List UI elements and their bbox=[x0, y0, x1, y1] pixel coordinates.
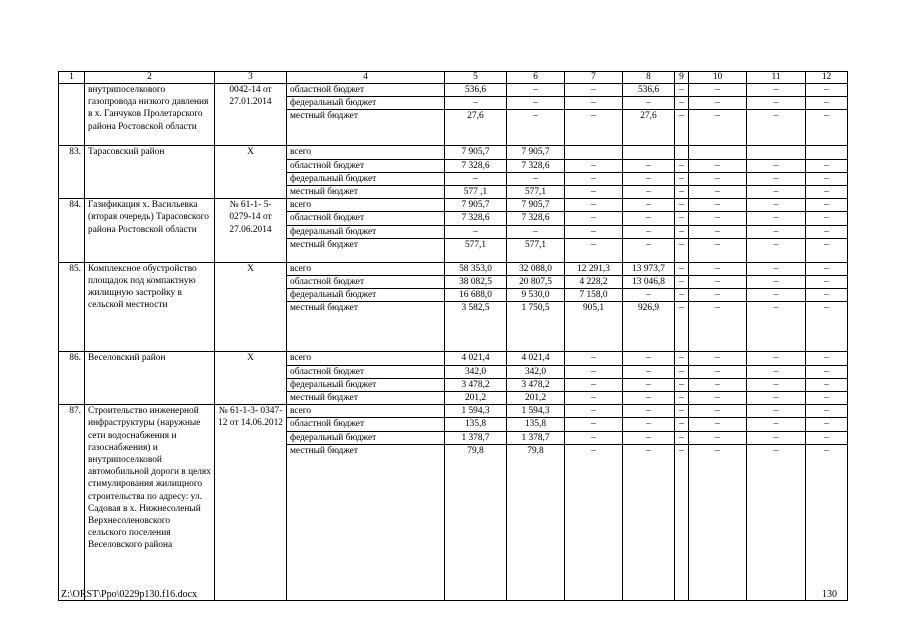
funding-source: местный бюджет bbox=[287, 110, 445, 146]
budget-value: – bbox=[806, 392, 848, 405]
budget-value: – bbox=[675, 352, 689, 365]
budget-value: – bbox=[623, 365, 675, 378]
budget-value: – bbox=[747, 238, 806, 262]
budget-value: – bbox=[806, 352, 848, 365]
column-header: 5 bbox=[445, 72, 507, 84]
budget-value: – bbox=[747, 302, 806, 352]
budget-value: 536,6 bbox=[623, 84, 675, 97]
budget-value: – bbox=[689, 365, 747, 378]
budget-value: – bbox=[623, 97, 675, 110]
budget-value: 577 ,1 bbox=[445, 186, 507, 199]
budget-value: 13 046,8 bbox=[623, 276, 675, 289]
budget-value: – bbox=[689, 262, 747, 275]
budget-value: 1 750,5 bbox=[507, 302, 565, 352]
budget-value: 577,1 bbox=[445, 238, 507, 262]
budget-value: – bbox=[623, 431, 675, 444]
budget-value: 201,2 bbox=[445, 392, 507, 405]
budget-value: – bbox=[565, 378, 623, 391]
document-ref: № 61-1- 5- 0279-14 от 27.06.2014 bbox=[215, 199, 287, 263]
budget-value: – bbox=[806, 97, 848, 110]
budget-value: – bbox=[675, 444, 689, 600]
budget-value bbox=[565, 146, 623, 159]
budget-value: – bbox=[747, 365, 806, 378]
column-header: 12 bbox=[806, 72, 848, 84]
budget-value: – bbox=[806, 276, 848, 289]
budget-value: – bbox=[675, 212, 689, 225]
column-header: 3 bbox=[215, 72, 287, 84]
budget-value: 4 021,4 bbox=[445, 352, 507, 365]
table-row bbox=[59, 199, 848, 212]
budget-value: – bbox=[689, 302, 747, 352]
budget-value: – bbox=[806, 212, 848, 225]
budget-value: – bbox=[507, 110, 565, 146]
budget-value: – bbox=[747, 97, 806, 110]
budget-value: – bbox=[565, 352, 623, 365]
funding-source: всего bbox=[287, 199, 445, 212]
budget-value: – bbox=[565, 84, 623, 97]
budget-value bbox=[623, 146, 675, 159]
budget-value: – bbox=[689, 418, 747, 431]
budget-value: – bbox=[565, 199, 623, 212]
budget-value: 135,8 bbox=[507, 418, 565, 431]
budget-value: – bbox=[689, 238, 747, 262]
column-header: 7 bbox=[565, 72, 623, 84]
table-row bbox=[59, 84, 848, 97]
budget-value: – bbox=[565, 238, 623, 262]
budget-value: – bbox=[689, 392, 747, 405]
budget-value: – bbox=[689, 172, 747, 185]
budget-value: – bbox=[565, 172, 623, 185]
budget-value: – bbox=[747, 199, 806, 212]
budget-value: – bbox=[675, 405, 689, 418]
budget-value: – bbox=[675, 186, 689, 199]
budget-value: – bbox=[747, 444, 806, 600]
budget-value: – bbox=[507, 84, 565, 97]
budget-value: – bbox=[806, 418, 848, 431]
funding-source: федеральный бюджет bbox=[287, 225, 445, 238]
budget-value bbox=[689, 146, 747, 159]
budget-value: – bbox=[689, 110, 747, 146]
funding-source: местный бюджет bbox=[287, 186, 445, 199]
budget-value: – bbox=[565, 365, 623, 378]
budget-table bbox=[58, 71, 848, 601]
budget-value: 7 328,6 bbox=[445, 159, 507, 172]
funding-source: всего bbox=[287, 146, 445, 159]
object-name: Тарасовский район bbox=[85, 146, 215, 199]
document-ref: 0042-14 от 27.01.2014 bbox=[215, 84, 287, 146]
budget-value: 7 328,6 bbox=[507, 159, 565, 172]
budget-value: – bbox=[675, 302, 689, 352]
object-name: внутрипоселкового газопровода низкого давления в х. Ганчуков Пролетарского района Ростовской области bbox=[85, 84, 215, 146]
budget-value: – bbox=[623, 289, 675, 302]
budget-value: – bbox=[689, 352, 747, 365]
object-name: Газификация х. Васильевка (вторая очередь) Тарасовского района Ростовской области bbox=[85, 199, 215, 263]
budget-value: 1 594,3 bbox=[445, 405, 507, 418]
budget-value: – bbox=[747, 352, 806, 365]
column-header-row bbox=[59, 72, 848, 84]
budget-value: 20 807,5 bbox=[507, 276, 565, 289]
budget-value: – bbox=[747, 289, 806, 302]
budget-value: – bbox=[747, 159, 806, 172]
budget-value: 536,6 bbox=[445, 84, 507, 97]
table-row bbox=[59, 352, 848, 365]
funding-source: областной бюджет bbox=[287, 276, 445, 289]
budget-value: 4 021,4 bbox=[507, 352, 565, 365]
budget-value: – bbox=[806, 172, 848, 185]
budget-value: – bbox=[747, 110, 806, 146]
budget-value: 27,6 bbox=[445, 110, 507, 146]
budget-value: – bbox=[689, 276, 747, 289]
funding-source: областной бюджет bbox=[287, 418, 445, 431]
budget-value: – bbox=[747, 212, 806, 225]
budget-value: – bbox=[689, 378, 747, 391]
budget-value: – bbox=[565, 392, 623, 405]
budget-value: – bbox=[675, 262, 689, 275]
budget-value: – bbox=[623, 418, 675, 431]
budget-value: 7 328,6 bbox=[507, 212, 565, 225]
object-name: Строительство инженерной инфраструктуры (наружные сети водоснабжения и газоснабжения) и внутрипоселковой автомобильной дороги в целях стимулирования жилищного строительства по адресу: ул. Садовая в х. Нижнесоленый Верхнесоленовского сельского поселения Веселовского района bbox=[85, 405, 215, 601]
budget-value: – bbox=[675, 172, 689, 185]
document-ref: Х bbox=[215, 262, 287, 352]
budget-value: – bbox=[747, 276, 806, 289]
funding-source: местный бюджет bbox=[287, 238, 445, 262]
funding-source: федеральный бюджет bbox=[287, 172, 445, 185]
budget-value: – bbox=[623, 405, 675, 418]
funding-source: федеральный бюджет bbox=[287, 289, 445, 302]
budget-value: – bbox=[747, 378, 806, 391]
document-ref: Х bbox=[215, 352, 287, 405]
budget-value: – bbox=[747, 392, 806, 405]
budget-value: – bbox=[623, 392, 675, 405]
budget-value: – bbox=[806, 225, 848, 238]
budget-value: – bbox=[675, 276, 689, 289]
funding-source: местный бюджет bbox=[287, 392, 445, 405]
budget-value: – bbox=[747, 431, 806, 444]
funding-source: местный бюджет bbox=[287, 302, 445, 352]
row-number: 85. bbox=[59, 262, 85, 352]
object-name: Веселовский район bbox=[85, 352, 215, 405]
budget-value: – bbox=[565, 159, 623, 172]
budget-value: – bbox=[565, 110, 623, 146]
budget-value: 3 478,2 bbox=[507, 378, 565, 391]
budget-value: 79,8 bbox=[507, 444, 565, 600]
budget-value: – bbox=[689, 405, 747, 418]
budget-value: – bbox=[689, 225, 747, 238]
budget-value: – bbox=[623, 444, 675, 600]
budget-value: – bbox=[565, 418, 623, 431]
budget-value: – bbox=[806, 444, 848, 600]
funding-source: федеральный бюджет bbox=[287, 378, 445, 391]
budget-value: – bbox=[675, 365, 689, 378]
budget-value: – bbox=[747, 186, 806, 199]
budget-value: – bbox=[747, 418, 806, 431]
budget-value: – bbox=[623, 352, 675, 365]
funding-source: всего bbox=[287, 262, 445, 275]
budget-value: 13 973,7 bbox=[623, 262, 675, 275]
budget-value: – bbox=[747, 172, 806, 185]
budget-value: – bbox=[747, 262, 806, 275]
budget-value: 1 378,7 bbox=[445, 431, 507, 444]
budget-value: – bbox=[565, 186, 623, 199]
budget-value: 16 688,0 bbox=[445, 289, 507, 302]
page-number: 130 bbox=[822, 589, 837, 600]
budget-value: – bbox=[623, 199, 675, 212]
column-header: 8 bbox=[623, 72, 675, 84]
budget-value: 342,0 bbox=[445, 365, 507, 378]
budget-value: 27,6 bbox=[623, 110, 675, 146]
budget-value: 135,8 bbox=[445, 418, 507, 431]
budget-value: – bbox=[747, 225, 806, 238]
budget-value: – bbox=[507, 97, 565, 110]
column-header: 9 bbox=[675, 72, 689, 84]
budget-value: – bbox=[675, 431, 689, 444]
budget-value: – bbox=[675, 238, 689, 262]
budget-value: – bbox=[806, 159, 848, 172]
budget-value: – bbox=[445, 97, 507, 110]
budget-value: – bbox=[806, 289, 848, 302]
budget-value: – bbox=[675, 97, 689, 110]
table-row bbox=[59, 405, 848, 418]
budget-value: – bbox=[806, 199, 848, 212]
table-row bbox=[59, 146, 848, 159]
budget-value: – bbox=[507, 172, 565, 185]
budget-value: – bbox=[445, 225, 507, 238]
table-row bbox=[59, 262, 848, 275]
budget-value: 1 378,7 bbox=[507, 431, 565, 444]
budget-value: – bbox=[689, 186, 747, 199]
budget-value: 9 530,0 bbox=[507, 289, 565, 302]
budget-value: – bbox=[565, 431, 623, 444]
funding-source: федеральный бюджет bbox=[287, 97, 445, 110]
budget-value bbox=[675, 146, 689, 159]
column-header: 10 bbox=[689, 72, 747, 84]
budget-value: – bbox=[565, 444, 623, 600]
budget-value: – bbox=[806, 84, 848, 97]
budget-value: – bbox=[623, 186, 675, 199]
budget-value: 3 478,2 bbox=[445, 378, 507, 391]
budget-value: – bbox=[806, 405, 848, 418]
budget-value: 4 228,2 bbox=[565, 276, 623, 289]
column-header: 2 bbox=[85, 72, 215, 84]
budget-value: 3 582,5 bbox=[445, 302, 507, 352]
funding-source: областной бюджет bbox=[287, 365, 445, 378]
budget-value: – bbox=[565, 97, 623, 110]
budget-value: – bbox=[747, 405, 806, 418]
budget-value: – bbox=[675, 289, 689, 302]
funding-source: областной бюджет bbox=[287, 84, 445, 97]
budget-value bbox=[747, 146, 806, 159]
budget-value: 342,0 bbox=[507, 365, 565, 378]
column-header: 11 bbox=[747, 72, 806, 84]
budget-value: – bbox=[623, 225, 675, 238]
budget-value: – bbox=[806, 431, 848, 444]
budget-value: – bbox=[689, 289, 747, 302]
budget-value: 1 594,3 bbox=[507, 405, 565, 418]
budget-value: 577,1 bbox=[507, 186, 565, 199]
budget-value: – bbox=[623, 172, 675, 185]
budget-value: – bbox=[689, 84, 747, 97]
document-ref: № 61-1-3- 0347-12 от 14.06.2012 bbox=[215, 405, 287, 601]
budget-value: 905,1 bbox=[565, 302, 623, 352]
row-number: 87. bbox=[59, 405, 85, 601]
budget-value: – bbox=[675, 225, 689, 238]
budget-value: – bbox=[806, 365, 848, 378]
budget-value: – bbox=[565, 405, 623, 418]
budget-value: – bbox=[689, 97, 747, 110]
budget-value: 926,9 bbox=[623, 302, 675, 352]
object-name: Комплексное обустройство площадок под компактную жилищную застройку в сельской местности bbox=[85, 262, 215, 352]
funding-source: всего bbox=[287, 352, 445, 365]
budget-value: – bbox=[806, 238, 848, 262]
column-header: 6 bbox=[507, 72, 565, 84]
budget-value: 79,8 bbox=[445, 444, 507, 600]
budget-value: – bbox=[565, 225, 623, 238]
budget-value: – bbox=[806, 186, 848, 199]
row-number bbox=[59, 84, 85, 146]
budget-value: – bbox=[806, 378, 848, 391]
row-number: 86. bbox=[59, 352, 85, 405]
column-header: 1 bbox=[59, 72, 85, 84]
budget-value: – bbox=[689, 444, 747, 600]
budget-value: – bbox=[689, 212, 747, 225]
budget-value: – bbox=[689, 431, 747, 444]
budget-value: 12 291,3 bbox=[565, 262, 623, 275]
budget-value: – bbox=[675, 418, 689, 431]
budget-value: 577,1 bbox=[507, 238, 565, 262]
budget-value bbox=[806, 146, 848, 159]
budget-value: 7 905,7 bbox=[445, 199, 507, 212]
budget-value: – bbox=[675, 84, 689, 97]
document-ref: Х bbox=[215, 146, 287, 199]
budget-value: – bbox=[675, 378, 689, 391]
budget-value: – bbox=[689, 159, 747, 172]
budget-value: – bbox=[675, 110, 689, 146]
row-number: 84. bbox=[59, 199, 85, 263]
budget-value: 58 353,0 bbox=[445, 262, 507, 275]
budget-value: 7 905,7 bbox=[507, 146, 565, 159]
footer-file-path: Z:\ORST\Ppo\0229p130.f16.docx bbox=[61, 589, 198, 600]
budget-value: 38 082,5 bbox=[445, 276, 507, 289]
budget-value: – bbox=[806, 110, 848, 146]
funding-source: всего bbox=[287, 405, 445, 418]
funding-source: областной бюджет bbox=[287, 212, 445, 225]
budget-value: 7 905,7 bbox=[445, 146, 507, 159]
budget-value: 32 088,0 bbox=[507, 262, 565, 275]
budget-value: – bbox=[623, 238, 675, 262]
budget-value: – bbox=[507, 225, 565, 238]
budget-value: – bbox=[565, 212, 623, 225]
budget-value: – bbox=[675, 199, 689, 212]
budget-value: 201,2 bbox=[507, 392, 565, 405]
budget-value: – bbox=[623, 378, 675, 391]
budget-value: 7 905,7 bbox=[507, 199, 565, 212]
funding-source: федеральный бюджет bbox=[287, 431, 445, 444]
budget-value: 7 158,0 bbox=[565, 289, 623, 302]
funding-source: местный бюджет bbox=[287, 444, 445, 600]
budget-value: – bbox=[675, 159, 689, 172]
budget-value: 7 328,6 bbox=[445, 212, 507, 225]
budget-value: – bbox=[747, 84, 806, 97]
budget-value: – bbox=[445, 172, 507, 185]
budget-value: – bbox=[675, 392, 689, 405]
funding-source: областной бюджет bbox=[287, 159, 445, 172]
column-header: 4 bbox=[287, 72, 445, 84]
budget-value: – bbox=[623, 159, 675, 172]
row-number: 83. bbox=[59, 146, 85, 199]
budget-value: – bbox=[689, 199, 747, 212]
budget-value: – bbox=[623, 212, 675, 225]
budget-value: – bbox=[806, 302, 848, 352]
budget-value: – bbox=[806, 262, 848, 275]
